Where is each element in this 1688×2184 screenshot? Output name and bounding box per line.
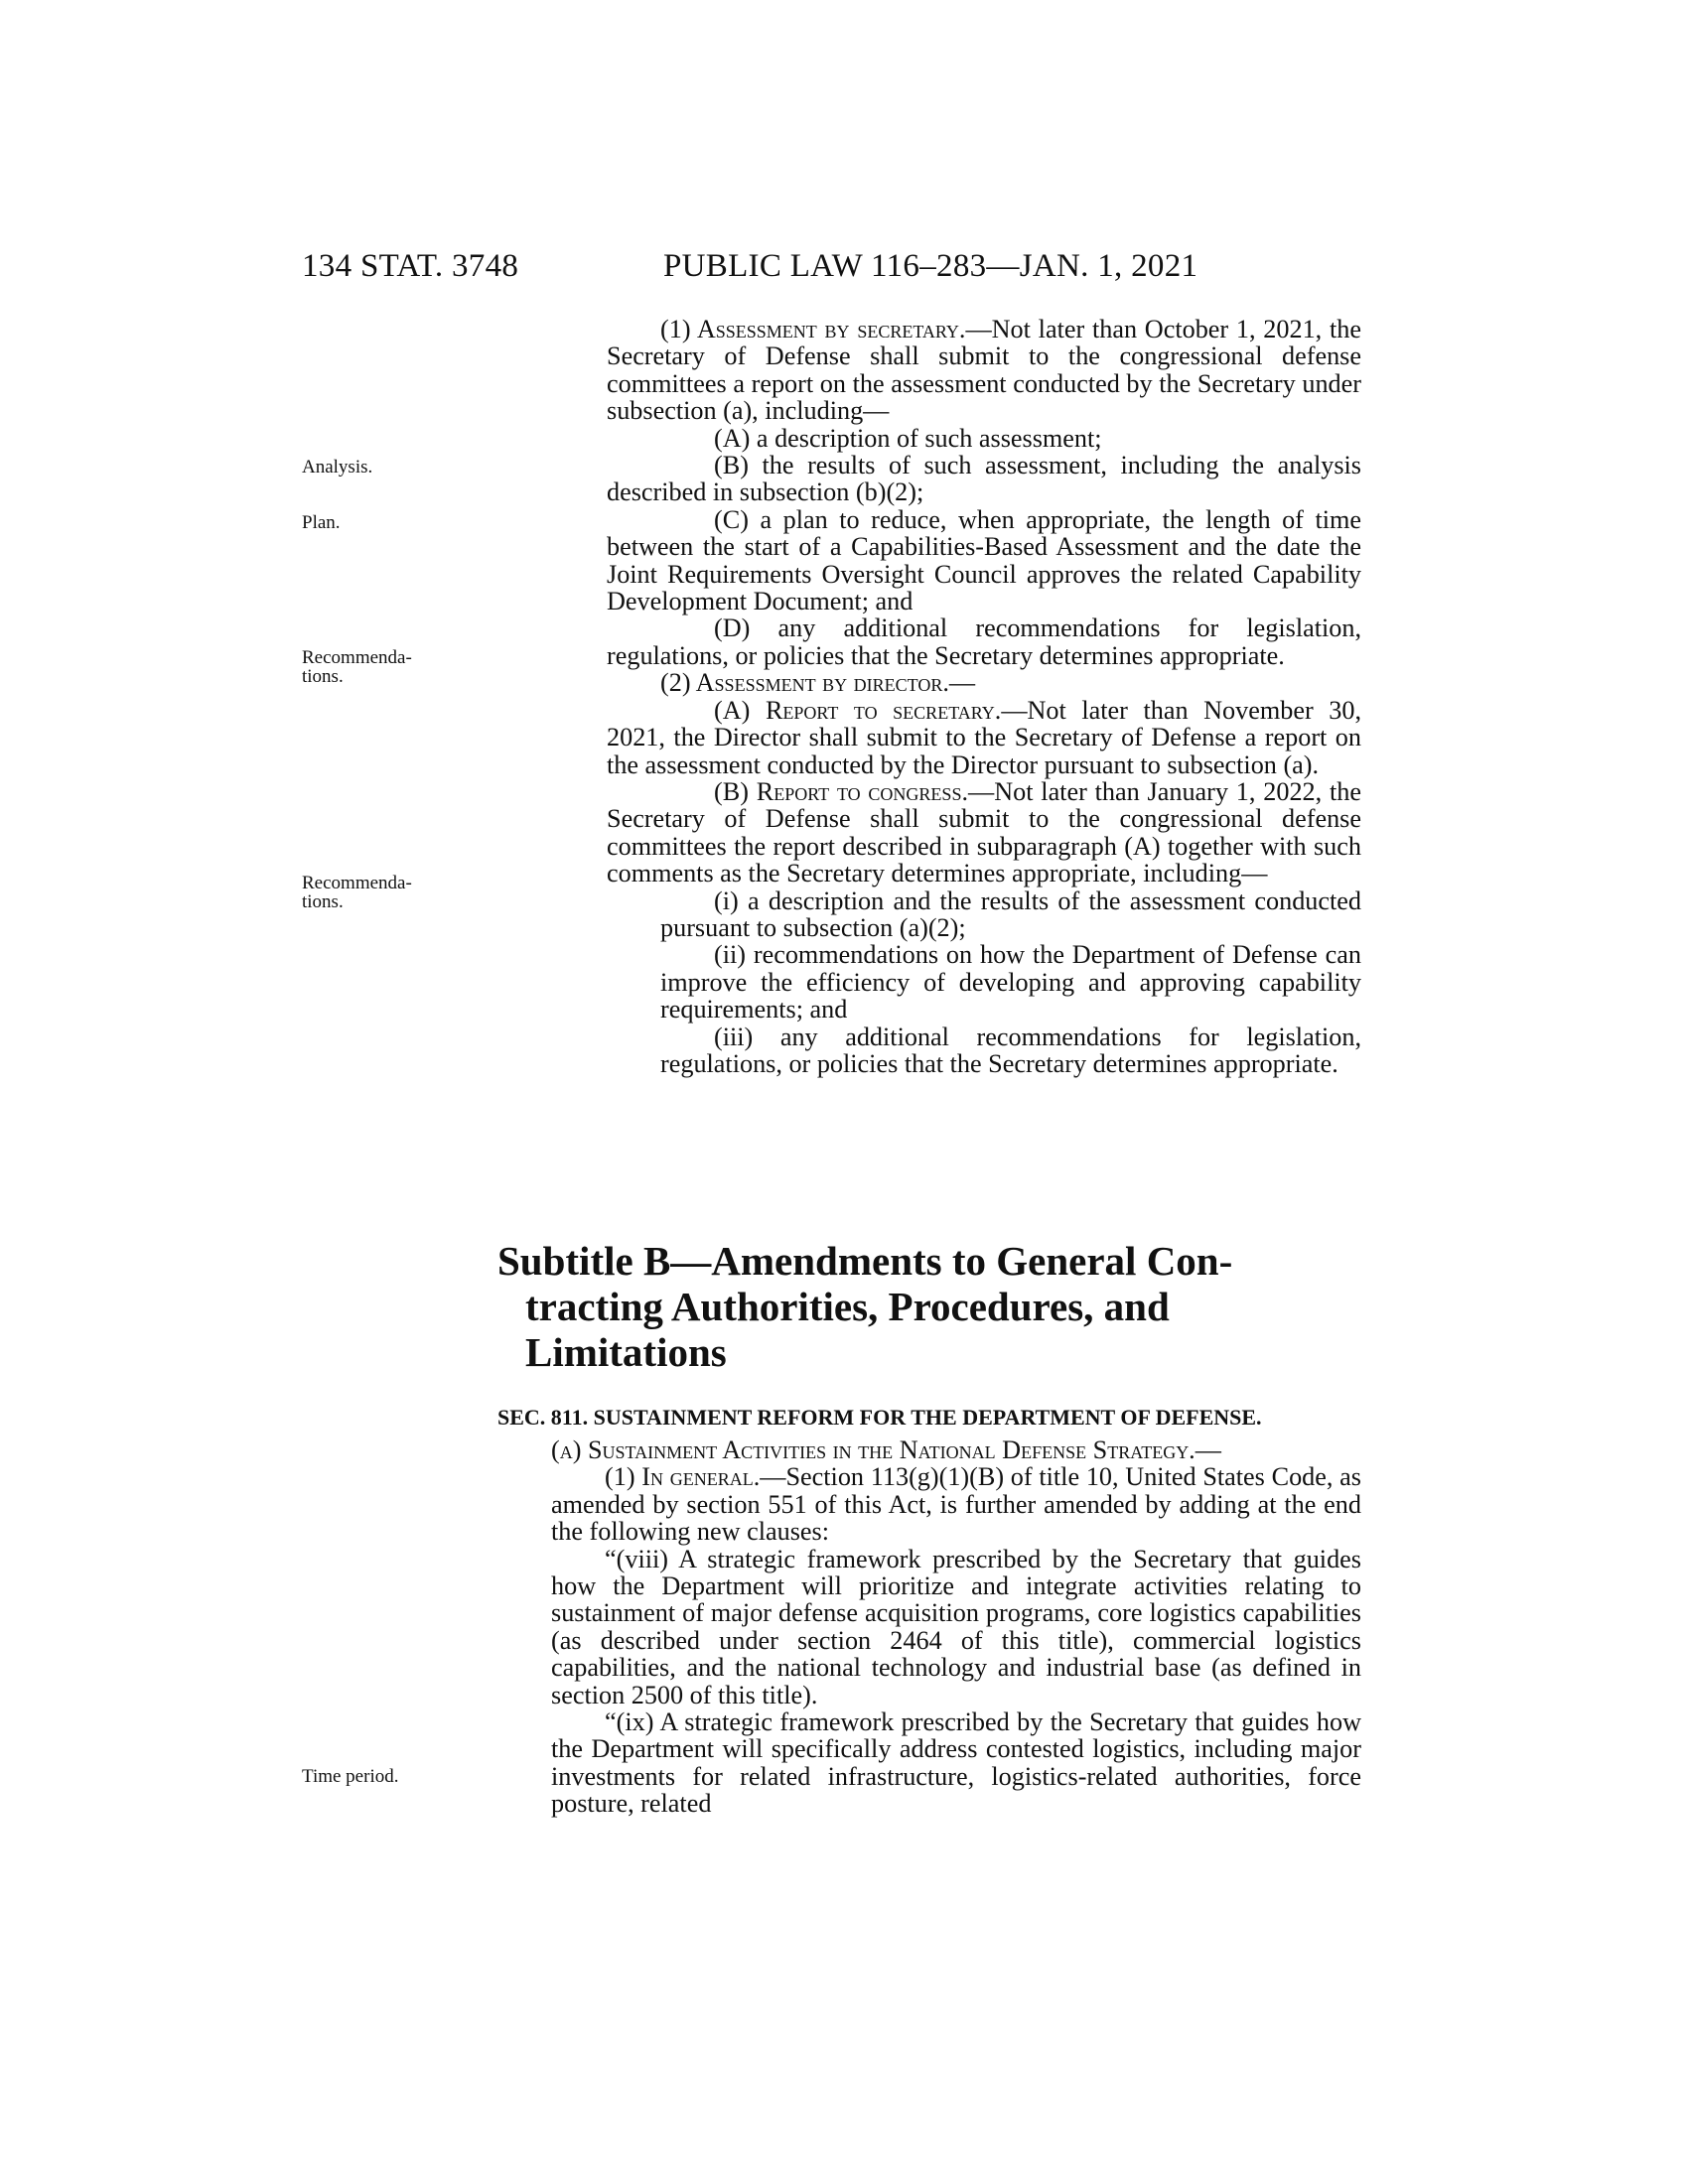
clause-ix: “(ix) A strategic framework prescribed by the Secretary that guides how the Department will specifically address contested logistics, including major investments for related infrastructure, logistics-related authorities, force posture, related	[551, 1707, 1361, 1819]
subtitle-heading	[497, 1238, 1361, 1375]
paragraph-a1	[497, 1463, 1361, 1545]
subparagraph-2A	[607, 697, 1361, 778]
subsection-heading: (a) Sustainment Activities in the National Defense Strategy.	[551, 1435, 1196, 1464]
subparagraph-1B: (B) the results of such assessment, including the analysis described in subsection (b)(2);	[607, 451, 1361, 507]
margin-note-line: tions.	[302, 891, 344, 912]
clause-viii: “(viii) A strategic framework prescribed by the Secretary that guides how the Department will prioritize and integrate activities relating to sustainment of major defense acquisition programs, core logistics capabilities (as described under section 2464 of this title), commercial logistics capabilities, and the national technology and industrial base (as defined in section 2500 of this title).	[551, 1544, 1361, 1709]
subparagraph-1D: (D) any additional recommendations for legislation, regulations, or policies that the Secretary determines appropriate.	[607, 614, 1361, 670]
subparagraph-text: —Not later than November 30, 2021, the Director shall submit to the Secretary of Defense a report on the assessment conducted by the Director pursuant to subsection (a).	[607, 695, 1361, 779]
paragraph-2	[607, 669, 1361, 696]
margin-note-time-period: Time period.	[302, 1766, 399, 1787]
margin-note-line: tions.	[302, 666, 344, 687]
paragraph-dash: —	[948, 668, 976, 698]
section-811-text	[497, 1436, 1361, 1818]
page-number: 134 STAT. 3748	[302, 248, 519, 284]
margin-note-line: Recommenda-	[302, 647, 412, 668]
margin-note-plan: Plan.	[302, 512, 341, 533]
paragraph-text: —Not later than October 1, 2021, the Secretary of Defense shall submit to the congressional defense committees a report on the assessment conducted by the Secretary under subsection (a), including—	[607, 315, 1361, 426]
subsection-dash: —	[1195, 1435, 1221, 1464]
section-b-text	[607, 316, 1361, 1077]
clause-iii: (iii) any additional recommendations for legislation, regulations, or policies that the Secretary determines appropriate.	[660, 1022, 1361, 1078]
subparagraph-heading: (A) Report to secretary.	[714, 695, 1002, 725]
section-title: SEC. 811. SUSTAINMENT REFORM FOR THE DEPARTMENT OF DEFENSE.	[497, 1405, 1262, 1430]
margin-note-recommendations	[302, 648, 441, 686]
subparagraph-text: —Not later than January 1, 2022, the Secretary of Defense shall submit to the congressional defense committees the report described in subparagraph (A) together with such comments as the Secretary determines appropriate, including—	[607, 776, 1361, 888]
clause-ii: (ii) recommendations on how the Department of Defense can improve the efficiency of developing and approving capability requirements; and	[660, 940, 1361, 1024]
margin-note-recommendations	[302, 874, 441, 911]
margin-note-line: Recommenda-	[302, 873, 412, 893]
subtitle-line: tracting Authorities, Procedures, and	[525, 1284, 1170, 1329]
paragraph-heading: (1) In general.	[605, 1462, 761, 1492]
paragraph-heading: (1) Assessment by secretary.	[660, 315, 966, 343]
subparagraph-1A: (A) a description of such assessment;	[714, 423, 1102, 453]
subtitle-line: Subtitle B—Amendments to General Con-	[497, 1238, 1233, 1284]
paragraph-1	[607, 316, 1361, 425]
running-header: PUBLIC LAW 116–283—JAN. 1, 2021	[663, 248, 1198, 284]
subparagraph-2B	[607, 778, 1361, 887]
clause-i: (i) a description and the results of the assessment conducted pursuant to subsection (a)(2);	[660, 886, 1361, 942]
subparagraph-heading: (B) Report to congress.	[714, 776, 968, 806]
subtitle-line: Limitations	[525, 1329, 727, 1375]
paragraph-heading: (2) Assessment by director.	[660, 668, 949, 698]
paragraph-text: —Section 113(g)(1)(B) of title 10, United States Code, as amended by section 551 of this Act, is further amended by adding at the end the following new clauses:	[551, 1462, 1361, 1547]
subparagraph-1C: (C) a plan to reduce, when appropriate, the length of time between the start of a Capabilities-Based Assessment and the date the Joint Requirements Oversight Council approves the related Capability Development Document; and	[607, 504, 1361, 616]
margin-note-analysis: Analysis.	[302, 457, 373, 478]
subsection-a	[497, 1436, 1361, 1463]
